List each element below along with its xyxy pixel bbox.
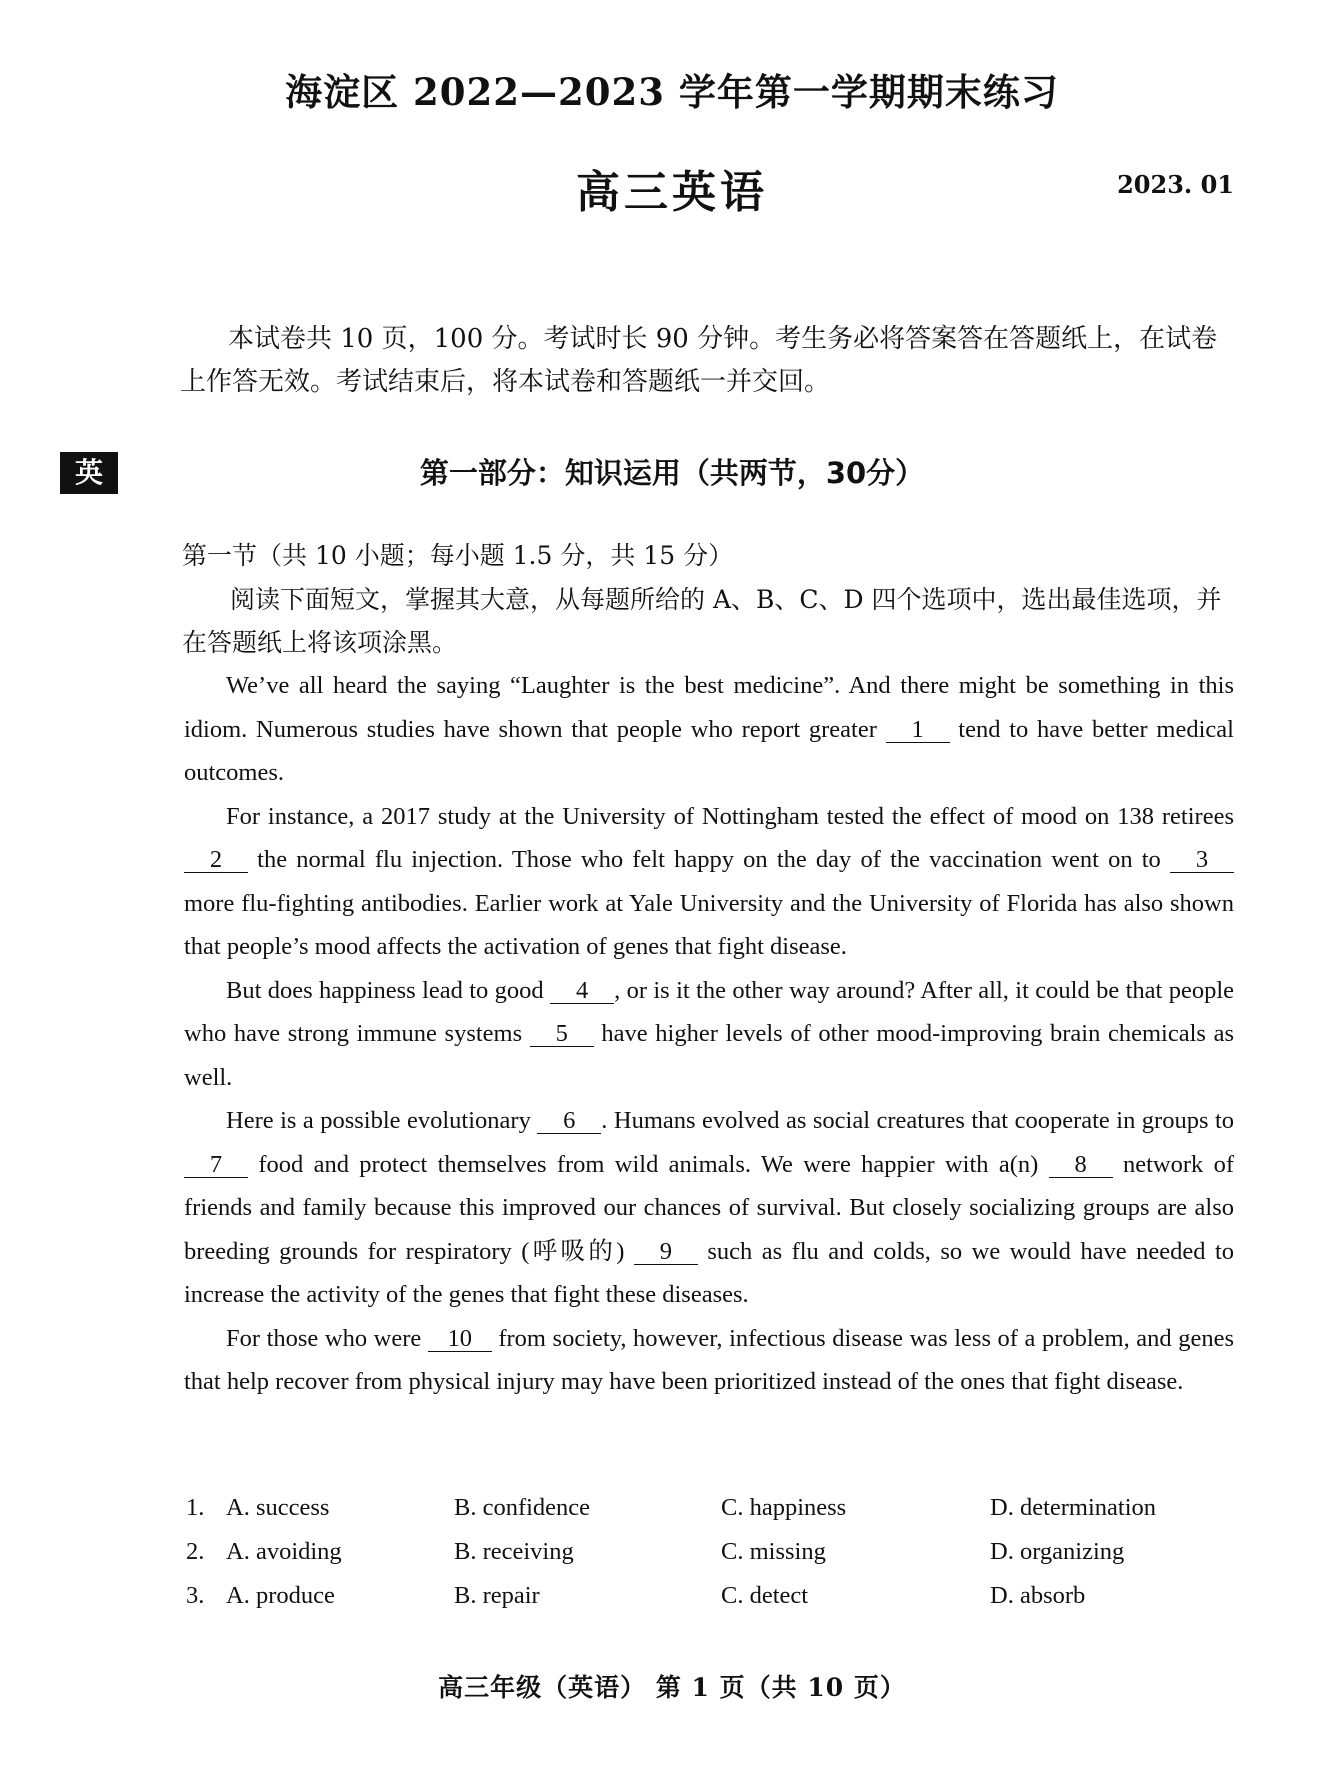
cloze-passage xyxy=(184,664,1234,1404)
passage-text: network of friends and family because this improved our chances of survival. But closely socializing groups are also breeding grounds for respiratory (呼吸的) xyxy=(184,1150,1234,1265)
passage-text: We’ve all heard the saying “Laughter is the best medicine”. And there might be something in this idiom. Numerous studies have shown that people who report greater xyxy=(184,672,1234,743)
option-a: A. success xyxy=(226,1494,330,1521)
option-d: D. absorb xyxy=(990,1582,1086,1609)
question-number: 3. xyxy=(186,1582,205,1609)
option-b: B. repair xyxy=(454,1582,540,1609)
passage-text: food and protect themselves from wild animals. We were happier with a(n) xyxy=(248,1150,1049,1178)
section-heading: 第一节（共 10 小题；每小题 1.5 分，共 15 分） xyxy=(182,541,734,570)
question-number: 1. xyxy=(186,1494,205,1521)
question-number: 2. xyxy=(186,1538,205,1565)
exam-instructions: 本试卷共 10 页，100 分。考试时长 90 分钟。考生务必将答案答在答题纸上，在试卷上作答无效。考试结束后，将本试卷和答题纸一并交回。 xyxy=(180,324,1218,397)
passage-text: such as flu and colds, so we would have needed to increase the activity of the genes that fight these diseases. xyxy=(184,1237,1235,1308)
passage-text: tend to have better medical outcomes. xyxy=(184,715,1234,786)
question-1-options xyxy=(186,1494,1246,1538)
blank-8: 8 xyxy=(1049,1153,1113,1178)
passage-paragraph xyxy=(184,664,1234,795)
passage-text: Here is a possible evolutionary xyxy=(226,1107,538,1134)
option-a: A. avoiding xyxy=(226,1538,342,1565)
passage-text: . Humans evolved as social creatures that cooperate in groups to xyxy=(601,1107,1234,1134)
exam-date: 2023. 01 xyxy=(1117,170,1234,199)
option-b: B. confidence xyxy=(454,1494,591,1521)
passage-paragraph xyxy=(184,1317,1234,1404)
passage-text: , or is it the other way around? After all, it could be that people who have strong immune systems xyxy=(184,976,1234,1047)
section-directions: 阅读下面短文，掌握其大意，从每题所给的 A、B、C、D 四个选项中，选出最佳选项，并在答题纸上将该项涂黑。 xyxy=(182,585,1222,657)
passage-paragraph xyxy=(184,969,1234,1100)
exam-title: 海淀区 2022—2023 学年第一学期期末练习 xyxy=(285,70,1059,114)
question-3-options xyxy=(186,1582,1246,1626)
passage-text: more flu-fighting antibodies. Earlier work at Yale University and the University of Florida has also shown that people’s mood affects the activation of genes that fight disease. xyxy=(184,889,1234,960)
option-c: C. detect xyxy=(721,1582,809,1609)
blank-1: 1 xyxy=(886,718,950,743)
passage-text: the normal flu injection. Those who felt happy on the day of the vaccination went on to xyxy=(248,846,1170,873)
blank-6: 6 xyxy=(537,1109,601,1134)
blank-7: 7 xyxy=(184,1153,248,1178)
page-footer: 高三年级（英语） 第 1 页（共 10 页） xyxy=(438,1673,906,1702)
answer-options xyxy=(186,1494,1246,1626)
blank-9: 9 xyxy=(634,1240,698,1265)
blank-2: 2 xyxy=(184,848,248,873)
option-a: A. produce xyxy=(226,1582,335,1609)
passage-text: But does happiness lead to good xyxy=(226,976,551,1004)
passage-text: For those who were xyxy=(226,1324,428,1352)
passage-paragraph xyxy=(184,795,1234,969)
question-2-options xyxy=(186,1538,1246,1582)
option-d: D. organizing xyxy=(990,1538,1125,1565)
passage-text: For instance, a 2017 study at the University of Nottingham tested the effect of mood on 138 retirees xyxy=(226,802,1234,830)
option-b: B. receiving xyxy=(454,1538,574,1565)
option-c: C. missing xyxy=(721,1538,826,1565)
part-heading: 第一部分：知识运用（共两节，30分） xyxy=(419,456,925,490)
subject-side-tab: 英 xyxy=(60,452,118,494)
blank-10: 10 xyxy=(428,1327,492,1352)
passage-text: have higher levels of other mood-improving brain chemicals as well. xyxy=(184,1020,1235,1091)
passage-text: from society, however, infectious disease was less of a problem, and genes that help recover from physical injury may have been prioritized instead of the ones that fight disease. xyxy=(184,1324,1234,1395)
subject-title: 高三英语 xyxy=(576,167,768,218)
option-c: C. happiness xyxy=(721,1494,847,1521)
blank-5: 5 xyxy=(530,1022,594,1047)
option-d: D. determination xyxy=(990,1494,1157,1521)
blank-4: 4 xyxy=(550,979,614,1004)
passage-paragraph xyxy=(184,1099,1234,1317)
blank-3: 3 xyxy=(1170,848,1234,873)
